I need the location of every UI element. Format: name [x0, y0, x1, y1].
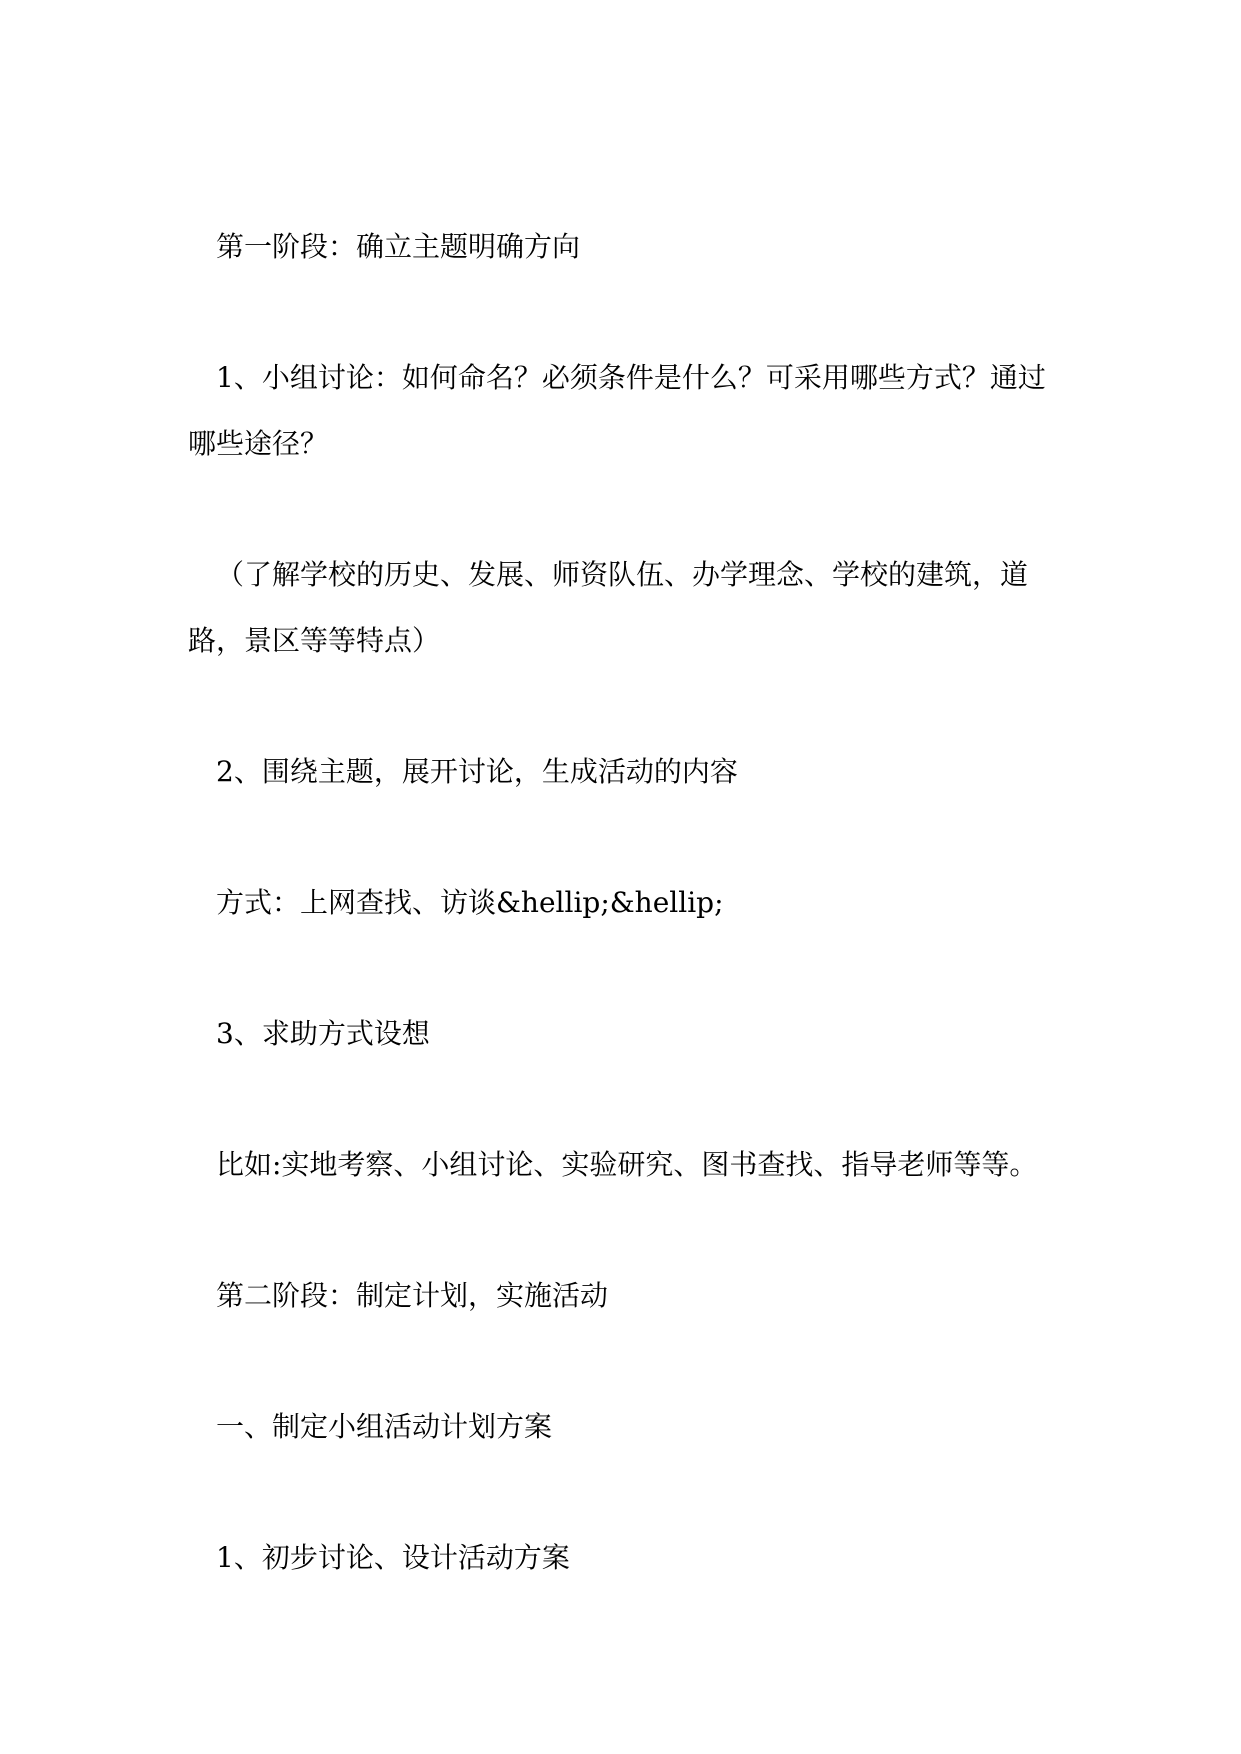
item-help-methods: 3、求助方式设想: [216, 1017, 430, 1050]
stage-one-heading: 第一阶段：确立主题明确方向: [216, 230, 581, 263]
stage-two-heading: 第二阶段：制定计划，实施活动: [216, 1279, 609, 1312]
item-methods: 方式：上网查找、访谈&hellip;&hellip;: [216, 886, 724, 919]
item-initial-discussion: 1、初步讨论、设计活动方案: [216, 1541, 570, 1574]
item-discuss-around-theme: 2、围绕主题，展开讨论，生成活动的内容: [216, 755, 738, 788]
item-school-features: （了解学校的历史、发展、师资队伍、办学理念、学校的建筑，道路，景区等等特点）: [188, 558, 1029, 657]
item-group-discussion: 1、小组讨论：如何命名？必须条件是什么？可采用哪些方式？通过哪些途径？: [188, 361, 1046, 460]
item-examples: 比如:实地考察、小组讨论、实验研究、图书查找、指导老师等等。: [216, 1148, 1038, 1181]
item-make-plan: 一、制定小组活动计划方案: [216, 1410, 553, 1443]
